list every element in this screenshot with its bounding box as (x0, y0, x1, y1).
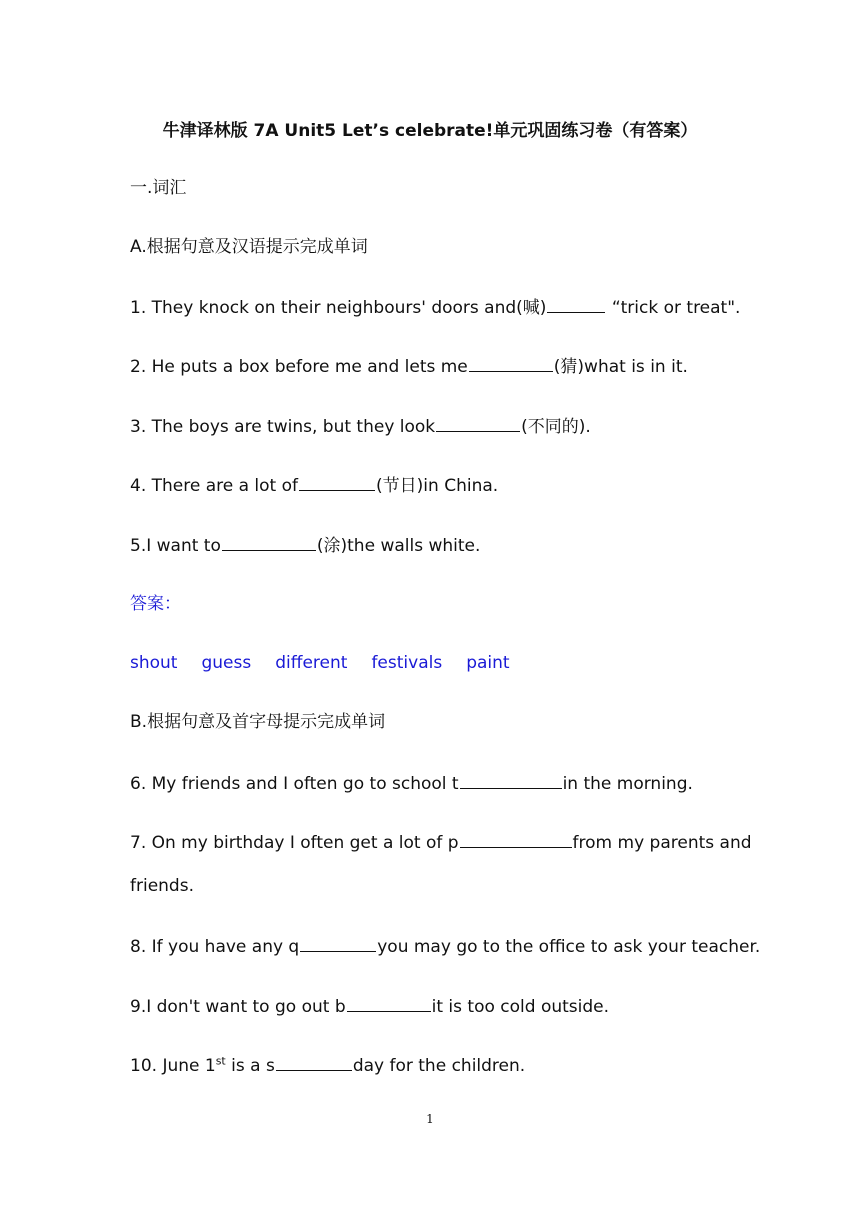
question-1-text-before: 1. They knock on their neighbours' doors and(喊) (130, 298, 547, 318)
answer-blank[interactable] (300, 933, 376, 952)
question-3-text-after: (不同的). (521, 417, 591, 437)
question-8 (130, 933, 760, 959)
question-6-text-before: 6. My friends and I often go to school t (130, 774, 459, 794)
answer-blank[interactable] (460, 829, 572, 848)
question-10 (130, 1052, 525, 1078)
answer-blank[interactable] (276, 1052, 352, 1071)
answer-blank[interactable] (460, 770, 562, 789)
question-4 (130, 472, 498, 498)
question-2-text-before: 2. He puts a box before me and lets me (130, 357, 468, 377)
question-9 (130, 993, 609, 1019)
question-2-text-after: (猜)what is in it. (553, 357, 688, 377)
page-number: 1 (426, 1112, 434, 1126)
question-5 (130, 532, 480, 558)
answer-list (130, 651, 510, 675)
answer-word: shout (130, 653, 178, 673)
question-2 (130, 353, 688, 379)
answer-blank[interactable] (222, 532, 316, 551)
answer-word: different (275, 653, 348, 673)
answer-word: festivals (371, 653, 443, 673)
ordinal-superscript: st (215, 1054, 226, 1068)
question-7-text-before: 7. On my birthday I often get a lot of p (130, 833, 459, 853)
question-6 (130, 770, 693, 796)
answer-word: paint (466, 653, 510, 673)
answer-label: 答案： (130, 594, 181, 614)
question-10-text-after: day for the children. (352, 1056, 526, 1076)
question-1 (130, 294, 740, 320)
question-9-text-after: it is too cold outside. (431, 997, 610, 1017)
question-6-text-after: in the morning. (562, 774, 693, 794)
answer-blank[interactable] (299, 472, 375, 491)
question-1-text-after: “trick or treat". (606, 298, 741, 318)
answer-blank[interactable] (436, 413, 520, 432)
question-8-text-before: 8. If you have any q (130, 937, 300, 957)
answer-word: guess (201, 653, 252, 673)
question-7-continuation: friends. (130, 876, 194, 896)
question-3 (130, 413, 591, 439)
question-5-text-after: (涂)the walls white. (316, 536, 481, 556)
question-3-text-before: 3. The boys are twins, but they look (130, 417, 436, 437)
question-5-text-before: 5.I want to (130, 536, 221, 556)
question-8-text-after: you may go to the office to ask your teacher. (377, 937, 761, 957)
question-7 (130, 829, 752, 855)
question-10-text-before: 10. June 1 (130, 1056, 216, 1076)
question-10-text-middle: is a s (225, 1056, 275, 1076)
question-9-text-before: 9.I don't want to go out b (130, 997, 346, 1017)
question-4-text-before: 4. There are a lot of (130, 476, 299, 496)
answer-blank[interactable] (547, 294, 605, 313)
document-title: 牛津译林版 7A Unit5 Let’s celebrate!单元巩固练习卷（有答案） (162, 121, 698, 141)
part-b-heading: B.根据句意及首字母提示完成单词 (130, 712, 386, 732)
question-7-text-after: from my parents and (572, 833, 752, 853)
answer-blank[interactable] (469, 353, 553, 372)
answer-blank[interactable] (347, 993, 431, 1012)
section-heading-vocabulary: 一.词汇 (130, 178, 187, 198)
part-a-heading: A.根据句意及汉语提示完成单词 (130, 237, 368, 257)
question-4-text-after: (节日)in China. (376, 476, 499, 496)
